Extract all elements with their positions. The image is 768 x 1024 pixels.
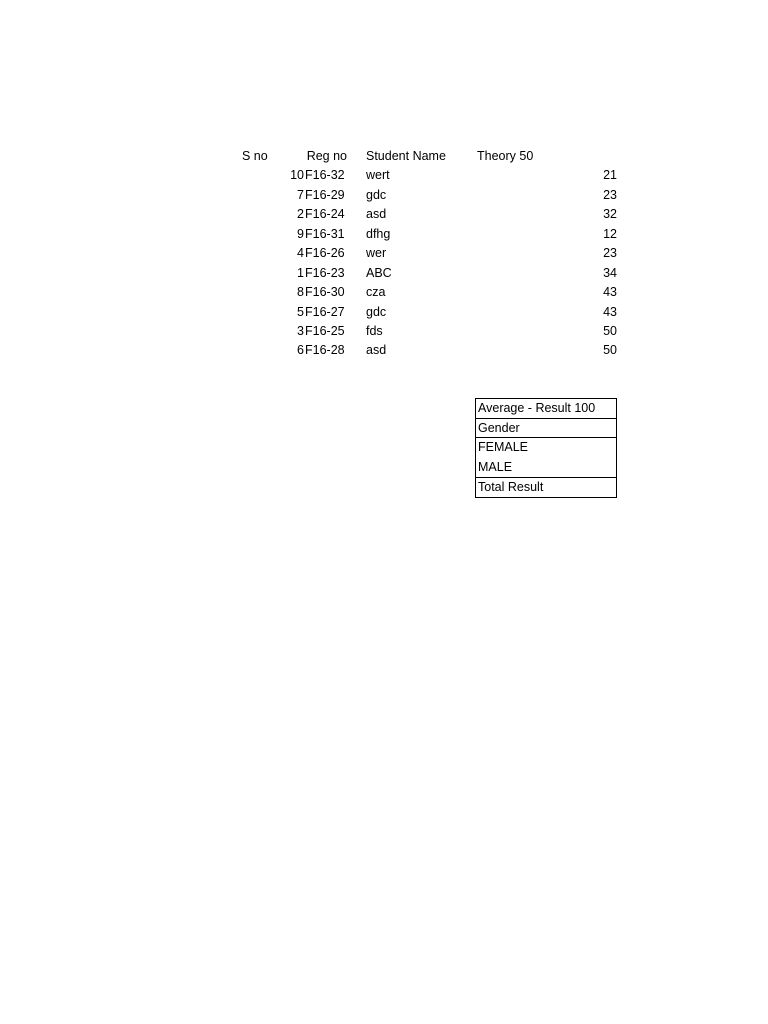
pivot-total-result: Total Result [476,477,616,497]
cell-score: 50 [603,324,617,338]
cell-regno: F16-31 [305,226,345,241]
cell-regno: F16-26 [305,246,345,260]
cell-regno: F16-25 [305,324,345,338]
cell-regno: F16-28 [305,343,345,357]
cell-regno: F16-32 [305,168,345,182]
cell-regno: F16-24 [305,207,345,221]
cell-sno: 6 [297,343,304,357]
pivot-item-female: FEMALE [478,440,529,454]
pivot-table [475,398,617,498]
cell-sno: 8 [297,285,304,299]
cell-score: 32 [603,207,617,221]
cell-sno: 5 [297,304,304,319]
cell-sno: 2 [297,207,304,221]
cell-regno: F16-23 [305,265,345,280]
cell-name: wert [366,168,390,182]
cell-name: ABC [366,265,392,280]
header-student-name: Student Name [366,149,446,163]
header-regno: Reg no [306,149,347,163]
cell-sno: 4 [297,246,304,260]
header-sno: S no [242,149,268,163]
cell-name: gdc [366,187,387,202]
cell-name: fds [366,324,383,338]
cell-regno: F16-27 [305,304,345,319]
cell-sno: 1 [297,265,304,280]
cell-score: 21 [603,168,617,182]
cell-sno: 7 [297,187,304,202]
cell-score: 43 [603,304,617,319]
cell-score: 34 [603,265,617,280]
cell-name: wer [366,246,387,260]
cell-regno: F16-29 [305,187,345,202]
cell-name: gdc [366,304,387,319]
cell-name: cza [366,285,386,299]
cell-name: asd [366,343,387,357]
cell-score: 23 [603,187,617,202]
cell-sno: 10 [290,168,304,182]
header-theory: Theory 50 [477,149,534,163]
cell-score: 23 [603,246,617,260]
cell-sno: 3 [297,324,304,338]
cell-sno: 9 [297,226,304,241]
pivot-title: Average - Result 100 [476,399,616,419]
cell-score: 43 [603,285,617,299]
pivot-item-male: MALE [478,459,513,474]
pivot-field-gender: Gender [476,419,616,439]
cell-regno: F16-30 [305,285,345,299]
cell-score: 12 [603,226,617,241]
cell-name: asd [366,207,387,221]
cell-score: 50 [603,343,617,357]
cell-name: dfhg [366,226,391,241]
